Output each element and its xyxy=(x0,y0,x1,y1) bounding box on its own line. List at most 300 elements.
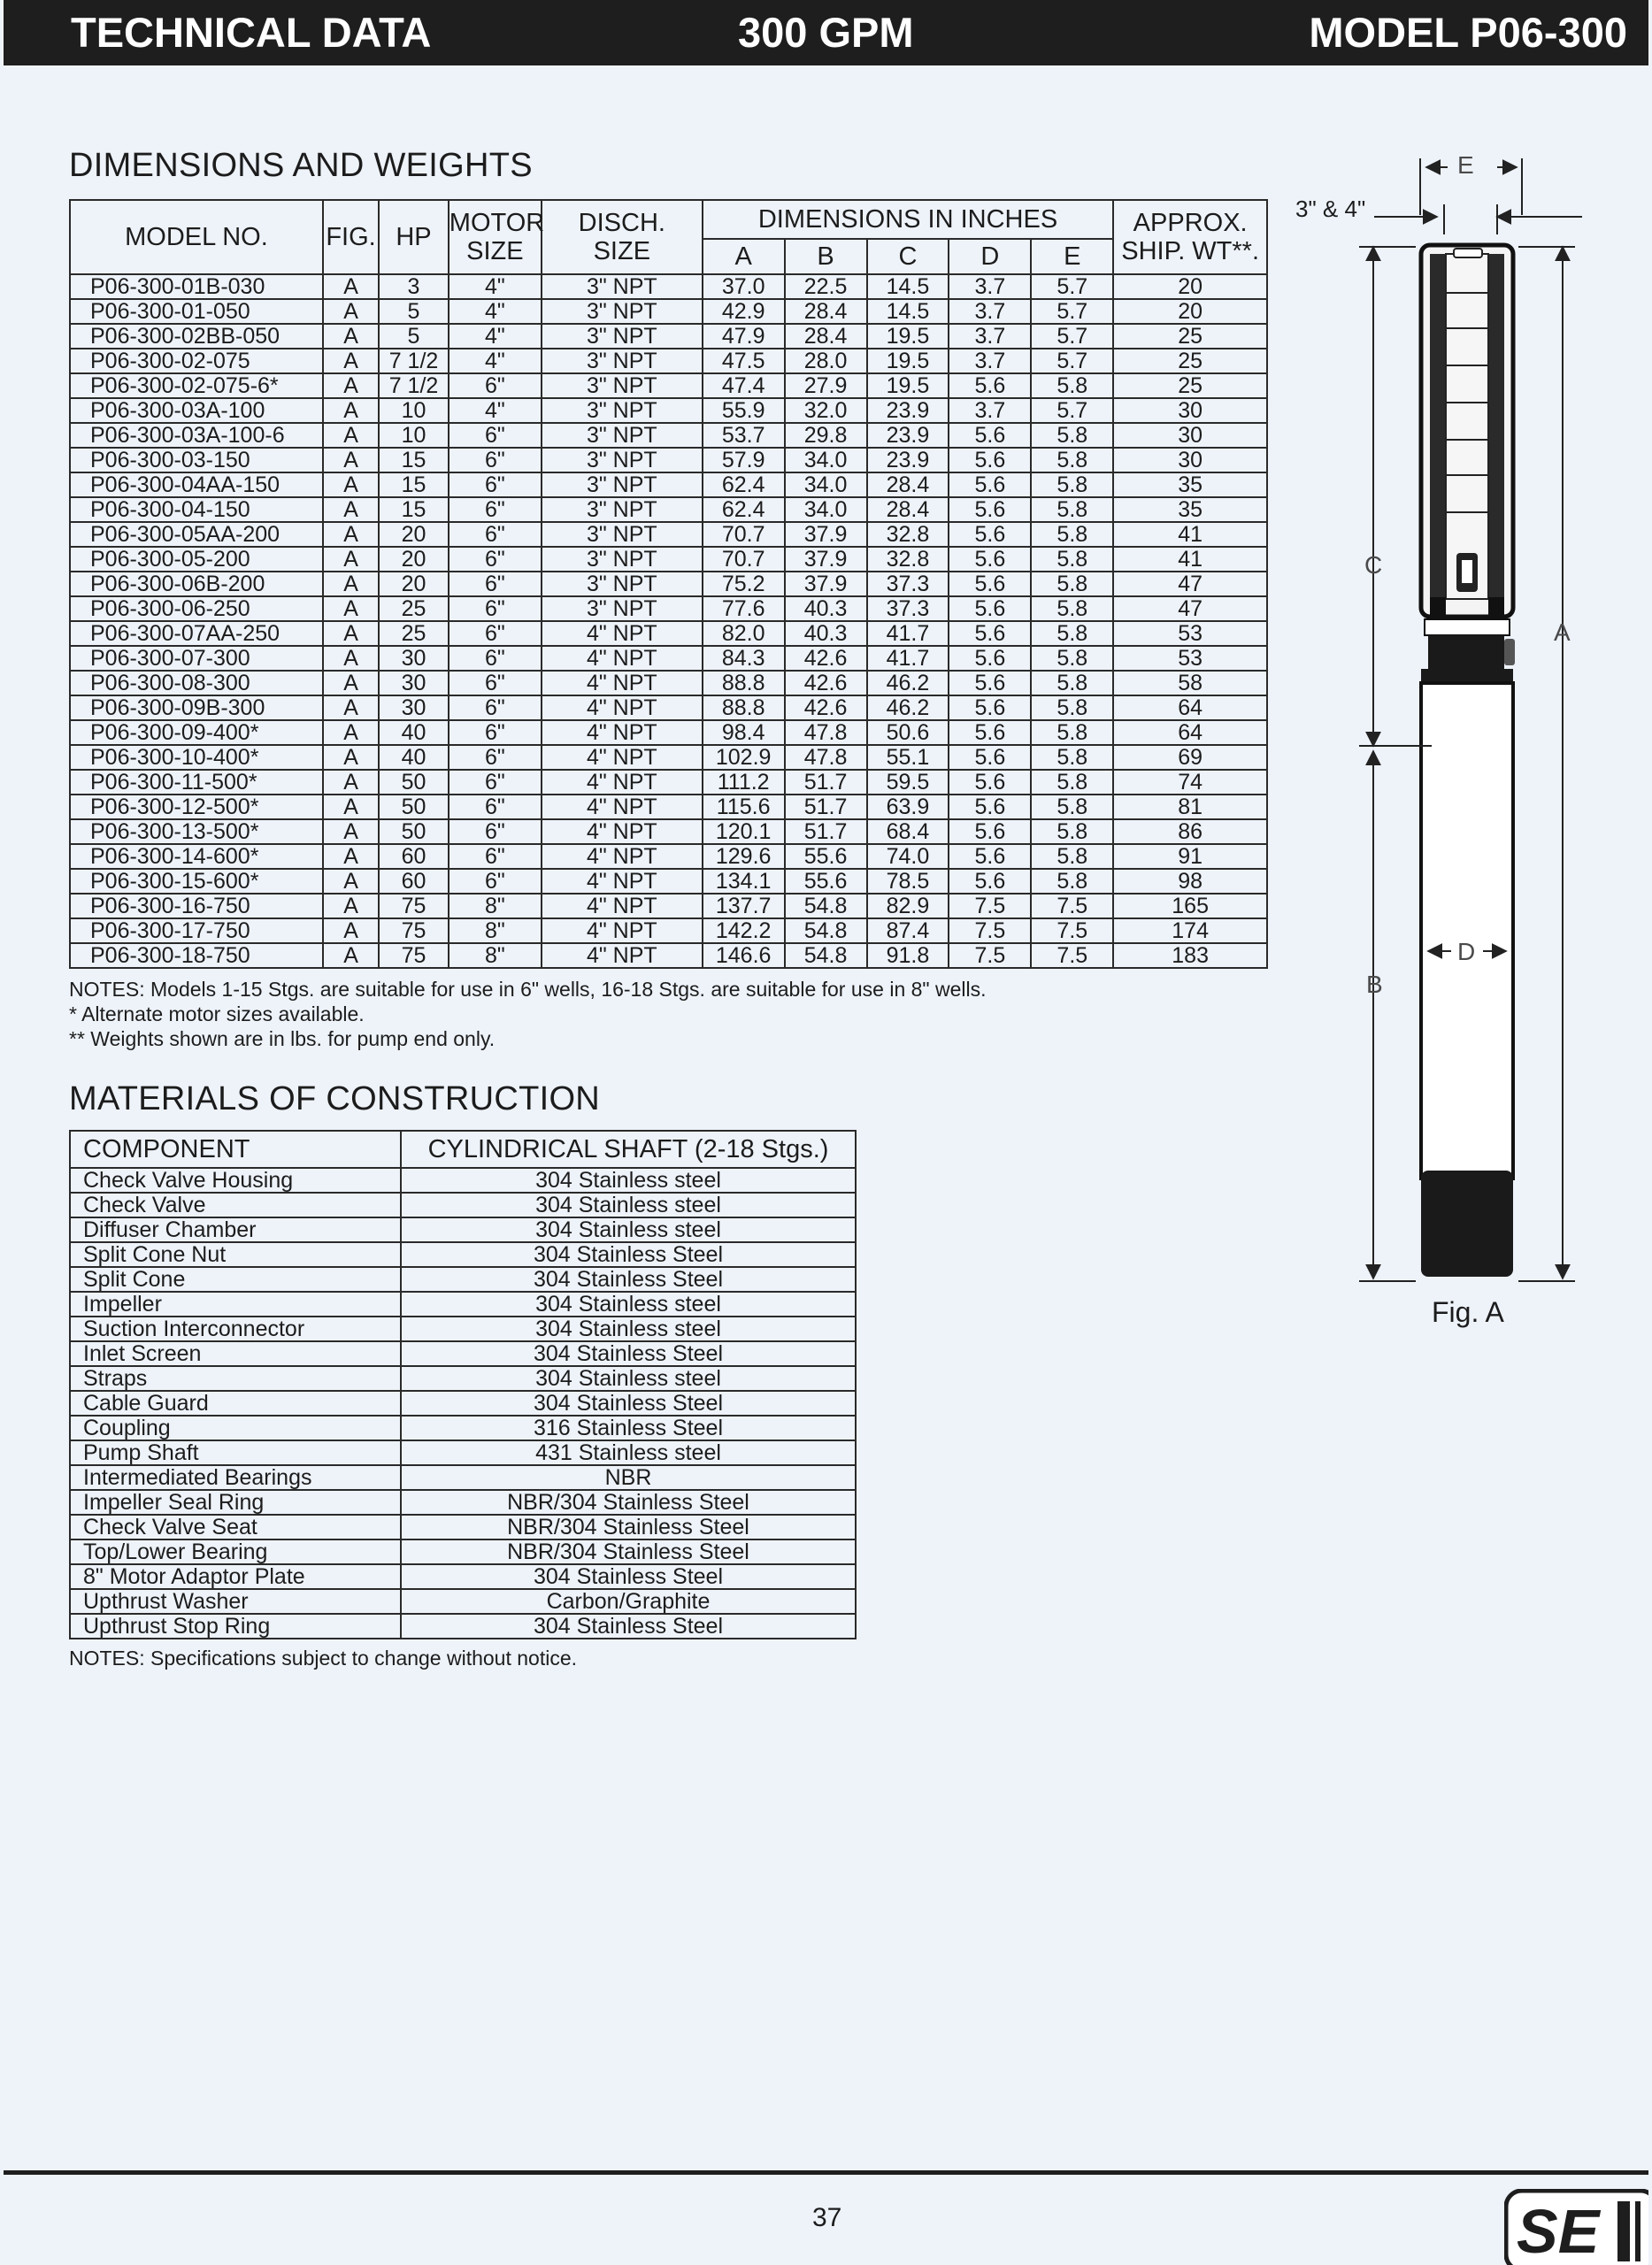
col-model: MODEL NO. xyxy=(70,200,323,274)
cell-hp: 30 xyxy=(379,646,449,671)
cell-dim-e: 7.5 xyxy=(1031,943,1113,968)
cell-dim-e: 5.8 xyxy=(1031,596,1113,621)
page-number: 37 xyxy=(812,2203,842,2232)
cell-hp: 10 xyxy=(379,398,449,423)
table-row xyxy=(70,869,1267,894)
cell-dim-a: 70.7 xyxy=(703,522,785,547)
dimensions-title: DIMENSIONS AND WEIGHTS xyxy=(69,147,533,184)
cell-material: NBR xyxy=(401,1465,856,1490)
cell-motor-size: 6" xyxy=(449,596,542,621)
cell-dim-a: 115.6 xyxy=(703,795,785,819)
cell-dim-c: 37.3 xyxy=(867,596,949,621)
cell-fig: A xyxy=(323,795,379,819)
table-row xyxy=(70,1465,856,1490)
cell-dim-a: 75.2 xyxy=(703,572,785,596)
cell-dim-d: 5.6 xyxy=(949,819,1031,844)
cell-dim-c: 55.1 xyxy=(867,745,949,770)
cell-model: P06-300-04-150 xyxy=(70,497,323,522)
cell-dim-c: 41.7 xyxy=(867,646,949,671)
cell-motor-size: 6" xyxy=(449,572,542,596)
cell-motor-size: 8" xyxy=(449,943,542,968)
table-row xyxy=(70,1416,856,1440)
materials-title: MATERIALS OF CONSTRUCTION xyxy=(69,1080,601,1117)
cell-fig: A xyxy=(323,819,379,844)
table-row xyxy=(70,547,1267,572)
col-hp: HP xyxy=(379,200,449,274)
cell-dim-b: 42.6 xyxy=(785,695,867,720)
cell-dim-b: 27.9 xyxy=(785,373,867,398)
table-row xyxy=(70,745,1267,770)
cell-dim-d: 5.6 xyxy=(949,770,1031,795)
col-component: COMPONENT xyxy=(70,1131,401,1168)
cell-dim-d: 5.6 xyxy=(949,572,1031,596)
table-row xyxy=(70,894,1267,918)
cell-motor-size: 6" xyxy=(449,869,542,894)
cell-hp: 50 xyxy=(379,819,449,844)
table-row xyxy=(70,1490,856,1515)
cell-dim-e: 5.8 xyxy=(1031,621,1113,646)
cell-dim-d: 5.6 xyxy=(949,869,1031,894)
cell-dim-b: 37.9 xyxy=(785,547,867,572)
cell-dim-b: 34.0 xyxy=(785,472,867,497)
cell-fig: A xyxy=(323,349,379,373)
table-row xyxy=(70,646,1267,671)
cell-component: Split Cone Nut xyxy=(70,1242,401,1267)
cell-fig: A xyxy=(323,943,379,968)
cell-dim-a: 62.4 xyxy=(703,472,785,497)
cell-dim-d: 5.6 xyxy=(949,671,1031,695)
cell-ship-weight: 30 xyxy=(1113,448,1267,472)
cell-motor-size: 6" xyxy=(449,522,542,547)
cell-dim-c: 19.5 xyxy=(867,324,949,349)
materials-table xyxy=(69,1130,857,1639)
cell-model: P06-300-13-500* xyxy=(70,819,323,844)
pump-drawing xyxy=(1274,146,1646,1296)
table-row xyxy=(70,720,1267,745)
table-row xyxy=(70,398,1267,423)
cell-disch-size: 4" NPT xyxy=(542,844,703,869)
cell-material: 304 Stainless steel xyxy=(401,1366,856,1391)
cell-component: Diffuser Chamber xyxy=(70,1217,401,1242)
cell-motor-size: 6" xyxy=(449,844,542,869)
cell-disch-size: 3" NPT xyxy=(542,274,703,299)
cell-ship-weight: 25 xyxy=(1113,349,1267,373)
cell-hp: 20 xyxy=(379,522,449,547)
table-row xyxy=(70,448,1267,472)
cell-disch-size: 3" NPT xyxy=(542,324,703,349)
cell-fig: A xyxy=(323,572,379,596)
cell-dim-d: 5.6 xyxy=(949,646,1031,671)
cell-dim-b: 40.3 xyxy=(785,621,867,646)
cell-hp: 30 xyxy=(379,695,449,720)
cell-hp: 75 xyxy=(379,943,449,968)
dim-label-d: D xyxy=(1457,938,1476,965)
cell-disch-size: 3" NPT xyxy=(542,349,703,373)
cell-dim-b: 42.6 xyxy=(785,646,867,671)
cell-ship-weight: 25 xyxy=(1113,324,1267,349)
cell-hp: 30 xyxy=(379,671,449,695)
cell-model: P06-300-10-400* xyxy=(70,745,323,770)
cell-disch-size: 3" NPT xyxy=(542,398,703,423)
cell-ship-weight: 53 xyxy=(1113,621,1267,646)
table-row xyxy=(70,1317,856,1341)
cell-hp: 25 xyxy=(379,621,449,646)
cell-dim-b: 55.6 xyxy=(785,844,867,869)
cell-disch-size: 4" NPT xyxy=(542,894,703,918)
cell-ship-weight: 47 xyxy=(1113,572,1267,596)
cell-material: NBR/304 Stainless Steel xyxy=(401,1515,856,1539)
cell-dim-e: 5.7 xyxy=(1031,299,1113,324)
cell-model: P06-300-04AA-150 xyxy=(70,472,323,497)
table-row xyxy=(70,324,1267,349)
cell-dim-e: 5.8 xyxy=(1031,572,1113,596)
cell-component: Check Valve xyxy=(70,1193,401,1217)
cell-dim-e: 5.8 xyxy=(1031,472,1113,497)
cell-material: Carbon/Graphite xyxy=(401,1589,856,1614)
cell-dim-e: 5.8 xyxy=(1031,373,1113,398)
cell-dim-b: 47.8 xyxy=(785,745,867,770)
cell-material: 316 Stainless Steel xyxy=(401,1416,856,1440)
cell-material: 304 Stainless steel xyxy=(401,1193,856,1217)
table-row xyxy=(70,274,1267,299)
cell-component: Inlet Screen xyxy=(70,1341,401,1366)
cell-model: P06-300-06B-200 xyxy=(70,572,323,596)
cell-material: 304 Stainless Steel xyxy=(401,1341,856,1366)
cell-fig: A xyxy=(323,423,379,448)
col-disch-size: DISCH. SIZE xyxy=(542,200,703,274)
cell-motor-size: 6" xyxy=(449,770,542,795)
cell-motor-size: 4" xyxy=(449,398,542,423)
cell-disch-size: 3" NPT xyxy=(542,472,703,497)
cell-hp: 40 xyxy=(379,720,449,745)
cell-fig: A xyxy=(323,695,379,720)
cell-dim-c: 41.7 xyxy=(867,621,949,646)
figure-caption: Fig. A xyxy=(1432,1296,1504,1328)
cell-model: P06-300-06-250 xyxy=(70,596,323,621)
cell-model: P06-300-03A-100 xyxy=(70,398,323,423)
cell-model: P06-300-05-200 xyxy=(70,547,323,572)
cell-component: Straps xyxy=(70,1366,401,1391)
cell-dim-b: 54.8 xyxy=(785,918,867,943)
cell-dim-c: 91.8 xyxy=(867,943,949,968)
cell-dim-e: 5.7 xyxy=(1031,398,1113,423)
cell-hp: 7 1/2 xyxy=(379,349,449,373)
cell-motor-size: 6" xyxy=(449,423,542,448)
cell-disch-size: 3" NPT xyxy=(542,522,703,547)
dimensions-table xyxy=(69,199,1268,969)
footer-rule xyxy=(4,2170,1648,2175)
cell-motor-size: 6" xyxy=(449,819,542,844)
col-dim-d: D xyxy=(949,239,1031,274)
table-row xyxy=(70,1564,856,1589)
cell-dim-a: 102.9 xyxy=(703,745,785,770)
cell-dim-c: 19.5 xyxy=(867,349,949,373)
cell-dim-e: 5.8 xyxy=(1031,671,1113,695)
cell-material: 304 Stainless steel xyxy=(401,1217,856,1242)
cell-dim-c: 28.4 xyxy=(867,497,949,522)
cell-dim-b: 28.4 xyxy=(785,299,867,324)
col-ship-weight: APPROX. SHIP. WT**. xyxy=(1113,200,1267,274)
cell-dim-a: 47.9 xyxy=(703,324,785,349)
cell-dim-a: 37.0 xyxy=(703,274,785,299)
cell-component: Cable Guard xyxy=(70,1391,401,1416)
cell-model: P06-300-03-150 xyxy=(70,448,323,472)
cell-dim-d: 3.7 xyxy=(949,398,1031,423)
header-bar xyxy=(4,0,1648,65)
cell-disch-size: 4" NPT xyxy=(542,695,703,720)
cell-dim-b: 47.8 xyxy=(785,720,867,745)
cell-model: P06-300-18-750 xyxy=(70,943,323,968)
cell-ship-weight: 64 xyxy=(1113,720,1267,745)
cell-dim-a: 77.6 xyxy=(703,596,785,621)
note-wells: NOTES: Models 1-15 Stgs. are suitable for use in 6" wells, 16-18 Stgs. are suitable for use in 8" wells. xyxy=(69,978,987,1001)
cell-dim-d: 5.6 xyxy=(949,423,1031,448)
cell-ship-weight: 174 xyxy=(1113,918,1267,943)
cell-fig: A xyxy=(323,646,379,671)
cell-dim-b: 22.5 xyxy=(785,274,867,299)
table-row xyxy=(70,1614,856,1639)
cell-ship-weight: 20 xyxy=(1113,299,1267,324)
table-row xyxy=(70,1193,856,1217)
cell-dim-b: 28.4 xyxy=(785,324,867,349)
cell-hp: 15 xyxy=(379,472,449,497)
cell-dim-c: 32.8 xyxy=(867,522,949,547)
header-title: TECHNICAL DATA xyxy=(71,9,432,56)
cell-hp: 75 xyxy=(379,894,449,918)
cell-model: P06-300-15-600* xyxy=(70,869,323,894)
table-row xyxy=(70,1539,856,1564)
cell-dim-a: 129.6 xyxy=(703,844,785,869)
cell-dim-a: 70.7 xyxy=(703,547,785,572)
cell-motor-size: 6" xyxy=(449,547,542,572)
cell-fig: A xyxy=(323,844,379,869)
cell-model: P06-300-09B-300 xyxy=(70,695,323,720)
cell-dim-d: 5.6 xyxy=(949,522,1031,547)
cell-dim-c: 46.2 xyxy=(867,695,949,720)
cell-hp: 50 xyxy=(379,795,449,819)
cell-component: Top/Lower Bearing xyxy=(70,1539,401,1564)
cell-hp: 5 xyxy=(379,324,449,349)
cell-hp: 20 xyxy=(379,572,449,596)
cell-ship-weight: 74 xyxy=(1113,770,1267,795)
cell-component: Upthrust Washer xyxy=(70,1589,401,1614)
cell-dim-d: 5.6 xyxy=(949,448,1031,472)
svg-text:SE: SE xyxy=(1517,2197,1600,2265)
cell-material: 304 Stainless Steel xyxy=(401,1391,856,1416)
cell-dim-a: 88.8 xyxy=(703,695,785,720)
cell-dim-d: 5.6 xyxy=(949,745,1031,770)
cell-dim-e: 5.8 xyxy=(1031,869,1113,894)
cell-disch-size: 3" NPT xyxy=(542,448,703,472)
cell-motor-size: 6" xyxy=(449,373,542,398)
cell-dim-a: 53.7 xyxy=(703,423,785,448)
cell-dim-a: 111.2 xyxy=(703,770,785,795)
pump-figure xyxy=(1274,146,1646,1367)
cell-material: 304 Stainless Steel xyxy=(401,1242,856,1267)
cell-ship-weight: 81 xyxy=(1113,795,1267,819)
discharge-size-label: 3" & 4" xyxy=(1295,196,1366,222)
table-row xyxy=(70,770,1267,795)
cell-dim-e: 5.8 xyxy=(1031,720,1113,745)
cell-hp: 40 xyxy=(379,745,449,770)
table-row xyxy=(70,1292,856,1317)
cell-dim-b: 51.7 xyxy=(785,770,867,795)
table-row xyxy=(70,918,1267,943)
cell-dim-e: 5.8 xyxy=(1031,695,1113,720)
cell-motor-size: 6" xyxy=(449,795,542,819)
cell-dim-c: 14.5 xyxy=(867,299,949,324)
table-row xyxy=(70,1515,856,1539)
cell-fig: A xyxy=(323,918,379,943)
cell-ship-weight: 20 xyxy=(1113,274,1267,299)
cell-dim-c: 23.9 xyxy=(867,448,949,472)
cell-dim-e: 5.8 xyxy=(1031,819,1113,844)
cell-model: P06-300-16-750 xyxy=(70,894,323,918)
table-row xyxy=(70,1168,856,1193)
cell-dim-b: 54.8 xyxy=(785,943,867,968)
cell-model: P06-300-07-300 xyxy=(70,646,323,671)
cell-dim-e: 5.8 xyxy=(1031,448,1113,472)
cell-dim-b: 34.0 xyxy=(785,448,867,472)
cell-dim-d: 5.6 xyxy=(949,472,1031,497)
table-row xyxy=(70,472,1267,497)
cell-hp: 60 xyxy=(379,844,449,869)
cell-dim-a: 98.4 xyxy=(703,720,785,745)
cell-ship-weight: 58 xyxy=(1113,671,1267,695)
cell-dim-b: 51.7 xyxy=(785,795,867,819)
cell-model: P06-300-01B-030 xyxy=(70,274,323,299)
cell-fig: A xyxy=(323,547,379,572)
col-dimensions: DIMENSIONS IN INCHES xyxy=(703,200,1114,239)
header-flow-rate: 300 GPM xyxy=(738,9,914,56)
col-dim-b: B xyxy=(785,239,867,274)
cell-disch-size: 3" NPT xyxy=(542,547,703,572)
cell-dim-d: 5.6 xyxy=(949,695,1031,720)
cell-disch-size: 4" NPT xyxy=(542,943,703,968)
cell-dim-a: 47.4 xyxy=(703,373,785,398)
cell-ship-weight: 30 xyxy=(1113,398,1267,423)
cell-dim-a: 84.3 xyxy=(703,646,785,671)
cell-dim-c: 19.5 xyxy=(867,373,949,398)
cell-fig: A xyxy=(323,621,379,646)
note-alternate-motor: * Alternate motor sizes available. xyxy=(69,1002,365,1025)
cell-ship-weight: 41 xyxy=(1113,522,1267,547)
cell-dim-b: 37.9 xyxy=(785,572,867,596)
cell-material: NBR/304 Stainless Steel xyxy=(401,1490,856,1515)
cell-ship-weight: 69 xyxy=(1113,745,1267,770)
cell-dim-a: 120.1 xyxy=(703,819,785,844)
cell-dim-e: 5.8 xyxy=(1031,423,1113,448)
table-row xyxy=(70,621,1267,646)
cell-dim-c: 59.5 xyxy=(867,770,949,795)
materials-body xyxy=(70,1168,856,1639)
table-row xyxy=(70,1341,856,1366)
cell-dim-e: 5.8 xyxy=(1031,497,1113,522)
cell-disch-size: 4" NPT xyxy=(542,646,703,671)
table-row xyxy=(70,1589,856,1614)
cell-ship-weight: 35 xyxy=(1113,472,1267,497)
cell-dim-c: 82.9 xyxy=(867,894,949,918)
table-row xyxy=(70,943,1267,968)
cell-motor-size: 4" xyxy=(449,349,542,373)
table-row xyxy=(70,1391,856,1416)
cell-model: P06-300-07AA-250 xyxy=(70,621,323,646)
table-row xyxy=(70,1440,856,1465)
cell-dim-a: 42.9 xyxy=(703,299,785,324)
cell-dim-d: 5.6 xyxy=(949,596,1031,621)
cell-fig: A xyxy=(323,596,379,621)
cell-motor-size: 6" xyxy=(449,671,542,695)
cell-fig: A xyxy=(323,472,379,497)
cell-ship-weight: 41 xyxy=(1113,547,1267,572)
cell-model: P06-300-01-050 xyxy=(70,299,323,324)
col-fig: FIG. xyxy=(323,200,379,274)
table-row xyxy=(70,671,1267,695)
table-row xyxy=(70,1267,856,1292)
cell-hp: 5 xyxy=(379,299,449,324)
cell-fig: A xyxy=(323,448,379,472)
cell-material: 304 Stainless Steel xyxy=(401,1564,856,1589)
cell-fig: A xyxy=(323,324,379,349)
cell-dim-b: 28.0 xyxy=(785,349,867,373)
cell-dim-c: 46.2 xyxy=(867,671,949,695)
cell-component: Check Valve Housing xyxy=(70,1168,401,1193)
cell-dim-d: 7.5 xyxy=(949,918,1031,943)
cell-disch-size: 3" NPT xyxy=(542,596,703,621)
cell-component: Pump Shaft xyxy=(70,1440,401,1465)
cell-dim-a: 55.9 xyxy=(703,398,785,423)
cell-dim-c: 78.5 xyxy=(867,869,949,894)
cell-motor-size: 6" xyxy=(449,646,542,671)
cell-dim-e: 5.8 xyxy=(1031,795,1113,819)
cell-dim-c: 74.0 xyxy=(867,844,949,869)
cell-ship-weight: 165 xyxy=(1113,894,1267,918)
cell-disch-size: 3" NPT xyxy=(542,373,703,398)
cell-disch-size: 4" NPT xyxy=(542,795,703,819)
cell-disch-size: 4" NPT xyxy=(542,720,703,745)
cell-dim-a: 137.7 xyxy=(703,894,785,918)
cell-motor-size: 4" xyxy=(449,324,542,349)
cell-component: Impeller xyxy=(70,1292,401,1317)
table-row xyxy=(70,572,1267,596)
cell-motor-size: 6" xyxy=(449,695,542,720)
cell-motor-size: 4" xyxy=(449,274,542,299)
cell-disch-size: 4" NPT xyxy=(542,819,703,844)
cell-material: 304 Stainless steel xyxy=(401,1168,856,1193)
cell-dim-a: 57.9 xyxy=(703,448,785,472)
cell-hp: 60 xyxy=(379,869,449,894)
cell-component: Split Cone xyxy=(70,1267,401,1292)
cell-motor-size: 6" xyxy=(449,497,542,522)
cell-dim-a: 146.6 xyxy=(703,943,785,968)
cell-dim-b: 42.6 xyxy=(785,671,867,695)
cell-dim-e: 5.8 xyxy=(1031,547,1113,572)
col-dim-a: A xyxy=(703,239,785,274)
cell-material: NBR/304 Stainless Steel xyxy=(401,1539,856,1564)
cell-dim-d: 7.5 xyxy=(949,943,1031,968)
cell-ship-weight: 64 xyxy=(1113,695,1267,720)
cell-hp: 3 xyxy=(379,274,449,299)
cell-dim-c: 63.9 xyxy=(867,795,949,819)
cell-disch-size: 4" NPT xyxy=(542,869,703,894)
cell-model: P06-300-14-600* xyxy=(70,844,323,869)
cell-hp: 15 xyxy=(379,497,449,522)
header-model: MODEL P06-300 xyxy=(1309,9,1627,56)
cell-dim-b: 37.9 xyxy=(785,522,867,547)
cell-model: P06-300-17-750 xyxy=(70,918,323,943)
table-row xyxy=(70,695,1267,720)
cell-ship-weight: 47 xyxy=(1113,596,1267,621)
